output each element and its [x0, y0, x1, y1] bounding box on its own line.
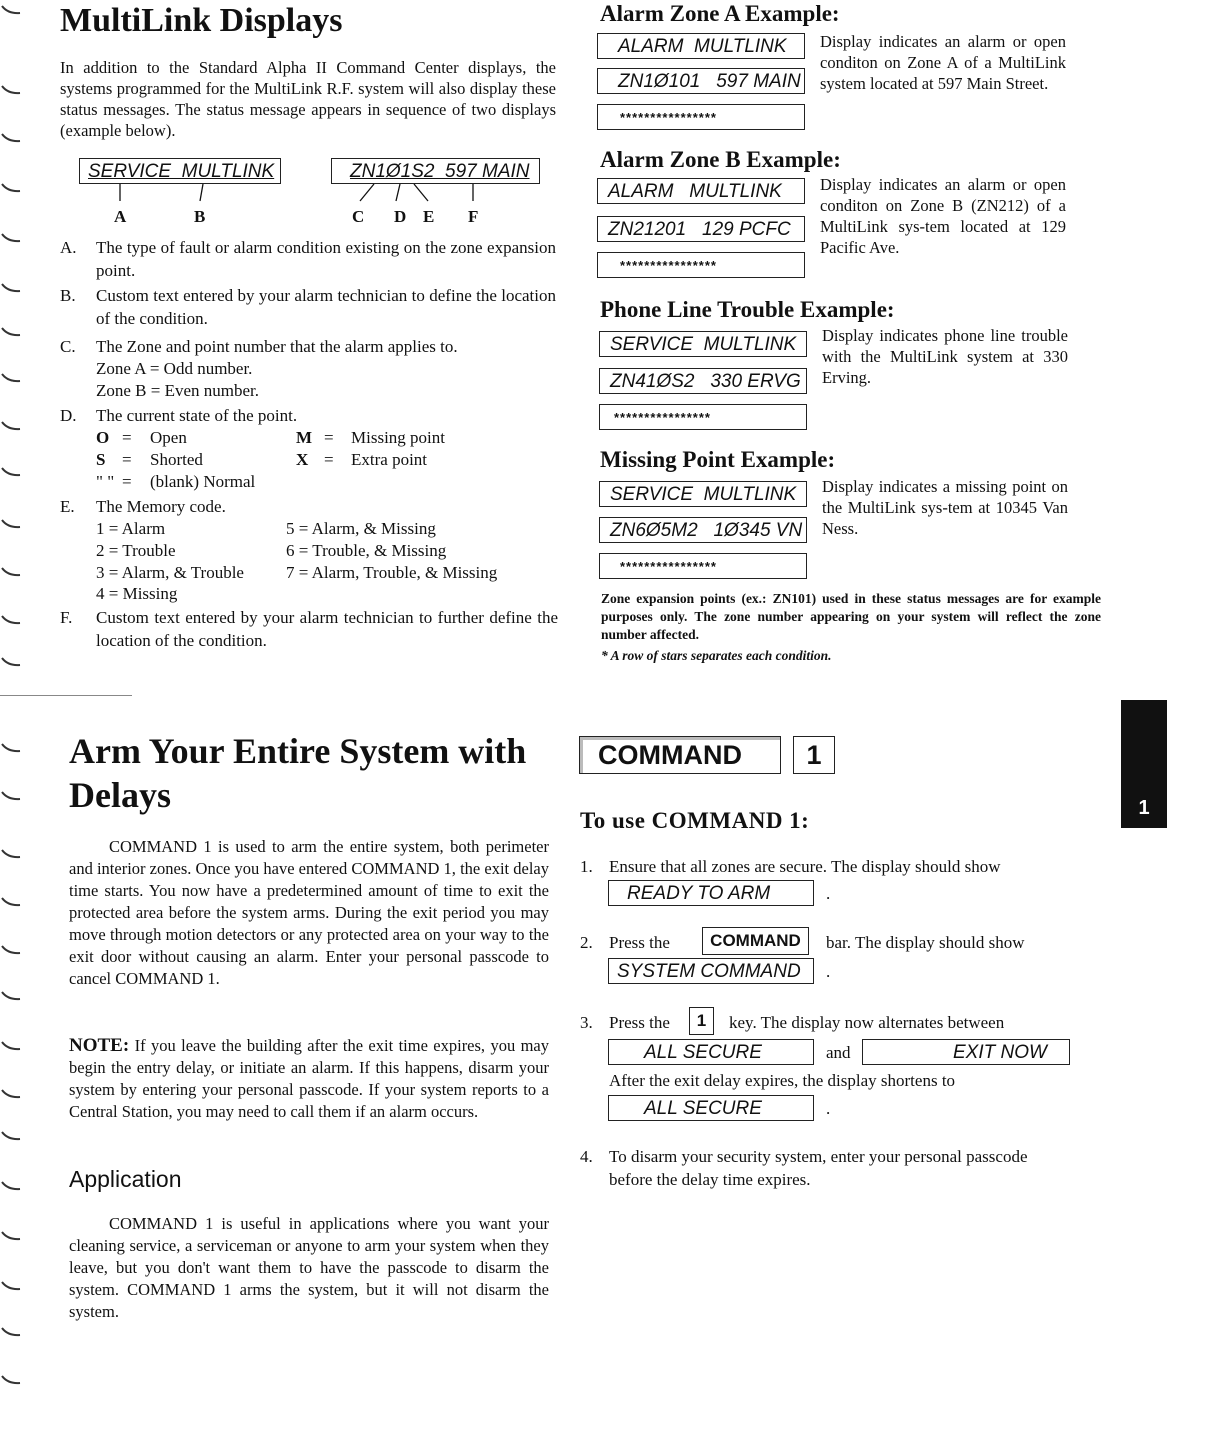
note-text: If you leave the building after the exit time expires, you may begin the entry delay, or initiate an alarm. If this happens, disarm your system by entering your personal passcode. If your system reports to a Central Station, you may need to call them if an alarm occurs.	[69, 1036, 549, 1121]
one-key-inline: 1	[689, 1007, 714, 1035]
example-display: ALARM MULTLINK	[597, 178, 805, 204]
example-stars: ****************	[597, 252, 805, 278]
all-secure-display-final: ALL SECURE	[608, 1095, 814, 1121]
binding-mark	[0, 132, 24, 146]
example-description: Display indicates an alarm or open conditon on Zone B (ZN212) of a MultiLink sys-tem located at 129 Pacific Ave.	[820, 175, 1066, 257]
example-description: Display indicates a missing point on the MultiLink sys-tem at 10345 Van Ness.	[822, 477, 1068, 538]
binding-mark	[0, 1180, 24, 1194]
step1-text: Ensure that all zones are secure. The display should show	[609, 857, 1001, 876]
item-d-text: The current state of the point.	[96, 406, 298, 425]
step4-text: To disarm your security system, enter your personal passcode before the delay time expires.	[609, 1147, 1028, 1189]
step3-after-text: After the exit delay expires, the display shortens to	[609, 1071, 956, 1090]
application-paragraph: COMMAND 1 is useful in applications where you want your cleaning service, a serviceman or anyone to arm your system when they leave, but you don't want them to have the passcode to disarm the system. COMMAND 1 arms the system, but it will not disarm the system.	[69, 1214, 549, 1321]
memory-code: 5 = Alarm, & Missing	[286, 519, 436, 538]
binding-mark	[0, 1326, 24, 1340]
section-divider	[0, 695, 132, 696]
example-display: ZN41ØS2 330 ERVG	[599, 368, 807, 394]
binding-mark	[0, 518, 24, 532]
note-block	[69, 1035, 549, 1123]
example-title-zone-a: Alarm Zone A Example:	[600, 1, 840, 26]
example-display: ZN1Ø101 597 MAIN	[597, 68, 805, 94]
callout-letter-b: B	[194, 207, 206, 226]
to-use-command-title: To use COMMAND 1:	[580, 808, 810, 833]
item-f-letter: F.	[60, 608, 73, 627]
step3-press: Press the	[609, 1013, 670, 1032]
one-key-header: 1	[793, 736, 835, 774]
binding-mark	[0, 4, 24, 18]
state-eq: =	[122, 472, 132, 491]
step-number: 2.	[580, 933, 593, 952]
item-a-letter: A.	[60, 238, 77, 257]
binding-mark	[0, 656, 24, 670]
step2-bar-text: bar. The display should show	[826, 933, 1025, 952]
state-code: O	[96, 428, 110, 447]
state-desc: (blank) Normal	[150, 472, 256, 491]
section-tab	[1121, 700, 1167, 828]
step3-key-text: key. The display now alternates between	[729, 1013, 1005, 1032]
stars-note: * A row of stars separates each condition.	[601, 648, 832, 663]
section-tab-label: 1	[1138, 797, 1150, 819]
item-e-text: The Memory code.	[96, 497, 226, 516]
binding-mark	[0, 466, 24, 480]
command-key-inline: COMMAND	[702, 927, 809, 955]
period: .	[826, 1099, 831, 1118]
binding-mark	[0, 614, 24, 628]
step2-press: Press the	[609, 933, 670, 952]
example-stars: ****************	[597, 104, 805, 130]
example-title-phone-line: Phone Line Trouble Example:	[600, 297, 895, 322]
state-code: " "	[96, 472, 115, 491]
example-description: Display indicates an alarm or open conditon on Zone A of a MultiLink system located at 597 Main Street.	[820, 32, 1066, 93]
zone-a-rule: Zone A = Odd number.	[96, 359, 253, 378]
all-secure-display: ALL SECURE	[608, 1039, 814, 1065]
arm-system-paragraph: COMMAND 1 is used to arm the entire system, both perimeter and interior zones. Once you have entered COMMAND 1, the exit delay time starts. You now have a predetermined amount of time to exit the protected area before the system arms. During the exit period you may move through motion detectors or any protected area on your way to the exit door without causing an alarm. Enter your personal passcode to cancel COMMAND 1.	[69, 837, 549, 988]
binding-mark	[0, 1130, 24, 1144]
state-desc: Shorted	[150, 450, 203, 469]
example-stars: ****************	[599, 553, 807, 579]
binding-mark	[0, 990, 24, 1004]
binding-mark	[0, 848, 24, 862]
binding-mark	[0, 1230, 24, 1244]
memory-code: 1 = Alarm	[96, 519, 166, 538]
example-display: ALARM MULTLINK	[597, 33, 805, 59]
item-c-text: The Zone and point number that the alarm applies to.	[96, 337, 458, 356]
state-eq: =	[324, 450, 334, 469]
binding-mark	[0, 790, 24, 804]
binding-mark	[0, 1374, 24, 1388]
multilink-intro: In addition to the Standard Alpha II Command Center displays, the systems programmed for the MultiLink R.F. system will also display these status messages. The status message appears in sequence of two displays (example below).	[60, 58, 556, 140]
example-description: Display indicates phone line trouble with the MultiLink system at 330 Erving.	[822, 326, 1068, 387]
item-b-letter: B.	[60, 286, 76, 305]
example-display: SERVICE MULTLINK	[599, 331, 807, 357]
item-a-text: The type of fault or alarm condition existing on the zone expansion point.	[96, 238, 556, 280]
state-code: X	[296, 450, 309, 469]
period: .	[826, 884, 831, 903]
state-desc: Extra point	[351, 450, 428, 469]
callout-letter-e: E	[423, 207, 435, 226]
step-number: 1.	[580, 857, 593, 876]
binding-mark	[0, 420, 24, 434]
example-display: ZN21201 129 PCFC	[597, 216, 805, 242]
example-title-zone-b: Alarm Zone B Example:	[600, 147, 841, 172]
item-c-letter: C.	[60, 337, 76, 356]
arm-system-title-line1: Arm Your Entire System with	[69, 731, 527, 771]
binding-mark	[0, 1280, 24, 1294]
step3-and: and	[826, 1043, 851, 1062]
item-b-text: Custom text entered by your alarm technician to define the location of the condition.	[96, 286, 556, 328]
memory-code: 6 = Trouble, & Missing	[286, 541, 447, 560]
state-eq: =	[324, 428, 334, 447]
ready-to-arm-display: READY TO ARM	[608, 880, 814, 906]
binding-mark	[0, 326, 24, 340]
binding-mark	[0, 1088, 24, 1102]
application-title: Application	[69, 1166, 182, 1192]
item-d-letter: D.	[60, 406, 77, 425]
binding-mark	[0, 282, 24, 296]
example-stars: ****************	[599, 404, 807, 430]
binding-mark	[0, 84, 24, 98]
state-desc: Missing point	[351, 428, 445, 447]
zone-expansion-note: Zone expansion points (ex.: ZN101) used in these status messages are for example purposes only. The zone number appearing on your system will reflect the zone number affected.	[601, 591, 1101, 642]
example-display: SERVICE MULTLINK	[599, 481, 807, 507]
exit-now-display: EXIT NOW	[862, 1039, 1070, 1065]
example-title-missing-point: Missing Point Example:	[600, 447, 836, 472]
system-command-display: SYSTEM COMMAND	[608, 958, 814, 984]
binding-mark	[0, 232, 24, 246]
arm-system-title-line2: Delays	[69, 775, 171, 815]
state-eq: =	[122, 428, 132, 447]
callout-lines	[0, 0, 600, 215]
binding-mark	[0, 896, 24, 910]
step-number: 3.	[580, 1013, 593, 1032]
item-f-text: Custom text entered by your alarm technician to further define the location of the condition.	[96, 608, 558, 650]
binding-mark	[0, 182, 24, 196]
state-code: M	[296, 428, 313, 447]
memory-code: 4 = Missing	[96, 584, 178, 603]
sample-display-2: ZN1Ø1S2 597 MAIN	[331, 158, 540, 184]
state-desc: Open	[150, 428, 187, 447]
memory-code: 7 = Alarm, Trouble, & Missing	[286, 563, 498, 582]
callout-letter-a: A	[114, 207, 127, 226]
binding-mark	[0, 566, 24, 580]
zone-b-rule: Zone B = Even number.	[96, 381, 260, 400]
binding-mark	[0, 944, 24, 958]
callout-letter-f: F	[468, 207, 479, 226]
memory-code: 2 = Trouble	[96, 541, 176, 560]
binding-mark	[0, 742, 24, 756]
binding-mark	[0, 372, 24, 386]
callout-letter-d: D	[394, 207, 407, 226]
multilink-title: MultiLink Displays	[60, 2, 343, 39]
memory-code: 3 = Alarm, & Trouble	[96, 563, 244, 582]
command-key-header: COMMAND	[579, 736, 781, 774]
period: .	[826, 962, 831, 981]
step-number: 4.	[580, 1147, 593, 1166]
callout-letter-c: C	[352, 207, 365, 226]
state-eq: =	[122, 450, 132, 469]
binding-mark	[0, 1040, 24, 1054]
example-display: ZN6Ø5M2 1Ø345 VN	[599, 517, 807, 543]
state-code: S	[96, 450, 106, 469]
note-label: NOTE:	[69, 1035, 130, 1056]
sample-display-1: SERVICE MULTLINK	[79, 158, 281, 184]
item-e-letter: E.	[60, 497, 75, 516]
